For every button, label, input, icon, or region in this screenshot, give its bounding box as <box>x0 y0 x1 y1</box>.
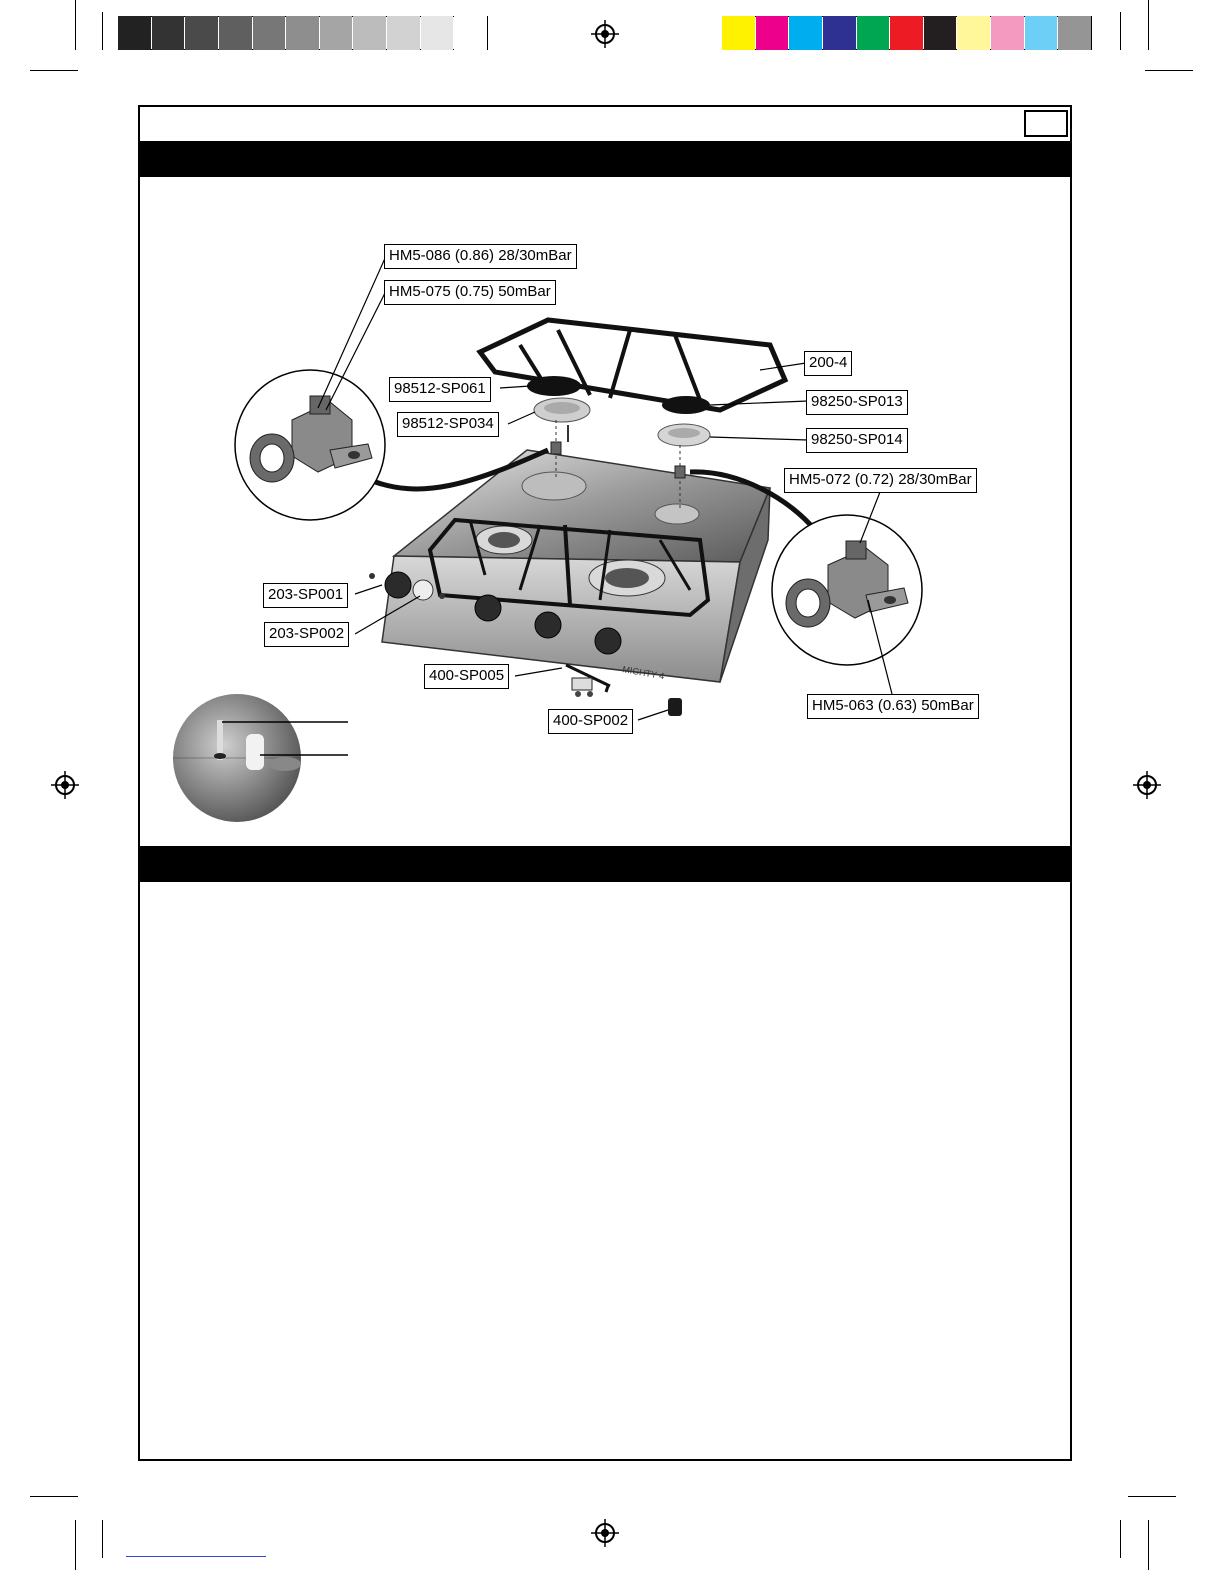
color-swatch <box>722 16 755 50</box>
registration-mark-icon <box>51 771 79 799</box>
color-swatch <box>320 16 353 50</box>
part-label: HM5-072 (0.72) 28/30mBar <box>784 468 977 493</box>
part-label: 203-SP001 <box>263 583 348 608</box>
page-number-box <box>1024 110 1068 137</box>
part-label: HM5-063 (0.63) 50mBar <box>807 694 979 719</box>
color-swatch <box>152 16 185 50</box>
color-swatch <box>1025 16 1058 50</box>
color-swatch <box>253 16 286 50</box>
color-swatch <box>353 16 386 50</box>
crop-mark <box>75 1520 76 1570</box>
crop-mark <box>30 70 78 71</box>
color-swatch <box>890 16 923 50</box>
part-label: 400-SP005 <box>424 664 509 689</box>
crop-mark <box>1145 70 1193 71</box>
crop-mark <box>1120 1520 1121 1558</box>
part-label: HM5-086 (0.86) 28/30mBar <box>384 244 577 269</box>
part-label: 98250-SP013 <box>806 390 908 415</box>
section-header-bar <box>140 846 1071 882</box>
crop-mark <box>1120 12 1121 50</box>
color-swatch <box>454 16 487 50</box>
color-swatch <box>118 16 151 50</box>
crop-mark <box>1148 1520 1149 1570</box>
crop-mark <box>102 1520 103 1558</box>
registration-mark-icon <box>591 20 619 48</box>
registration-mark-icon <box>591 1519 619 1547</box>
color-swatch <box>286 16 319 50</box>
color-swatch <box>991 16 1024 50</box>
crop-mark <box>30 1496 78 1497</box>
color-swatch <box>789 16 822 50</box>
color-swatch <box>823 16 856 50</box>
color-swatch <box>924 16 957 50</box>
color-swatch <box>756 16 789 50</box>
crop-mark <box>75 0 76 50</box>
section-header-bar <box>140 141 1071 177</box>
part-label: 98512-SP034 <box>397 412 499 437</box>
color-swatch <box>185 16 218 50</box>
part-label: 98512-SP061 <box>389 377 491 402</box>
stove-exploded-diagram <box>140 180 1071 840</box>
color-swatch <box>1058 16 1091 50</box>
crop-mark <box>102 12 103 50</box>
crop-mark <box>1128 1496 1176 1497</box>
part-label: HM5-075 (0.75) 50mBar <box>384 280 556 305</box>
color-swatch <box>957 16 990 50</box>
part-label: 200-4 <box>804 351 852 376</box>
part-label: 203-SP002 <box>264 622 349 647</box>
color-swatch <box>219 16 252 50</box>
part-label: 400-SP002 <box>548 709 633 734</box>
part-label: 98250-SP014 <box>806 428 908 453</box>
color-swatch <box>387 16 420 50</box>
registration-mark-icon <box>1133 771 1161 799</box>
color-swatch <box>421 16 454 50</box>
color-swatch <box>857 16 890 50</box>
link-underline <box>126 1556 266 1557</box>
stove-brand-text: MIGHTY 4 <box>621 664 666 682</box>
crop-mark <box>1148 0 1149 50</box>
